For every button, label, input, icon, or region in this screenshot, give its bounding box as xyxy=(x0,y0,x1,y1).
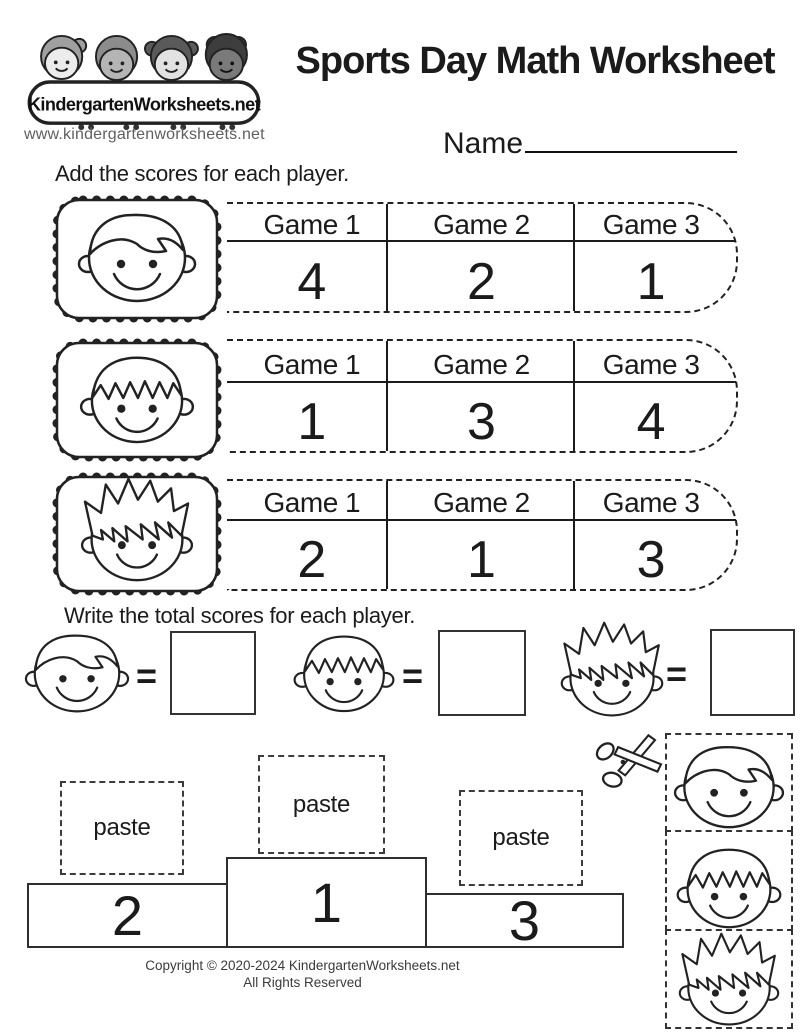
column-header: Game 2 xyxy=(433,209,530,240)
cutout-player-2-face[interactable] xyxy=(665,830,793,931)
column-header: Game 2 xyxy=(433,349,530,380)
score-value: 2 xyxy=(297,531,327,589)
score-value: 4 xyxy=(636,393,666,451)
player-3-photo-frame xyxy=(47,467,227,601)
boy-sideswept-hair-face-icon xyxy=(24,626,130,714)
paste-box-2nd-place[interactable] xyxy=(60,781,184,875)
score-value: 4 xyxy=(297,253,327,311)
scissors-icon xyxy=(591,726,672,793)
equals-sign: = xyxy=(136,655,158,696)
paste-label: paste xyxy=(93,814,151,841)
podium-3rd-place-block xyxy=(425,889,624,952)
column-header: Game 1 xyxy=(263,487,361,518)
column-header: Game 3 xyxy=(602,487,700,518)
player-2-total-answer-box[interactable] xyxy=(438,630,526,716)
page-title: Sports Day Math Worksheet xyxy=(295,40,775,82)
rights-line: All Rights Reserved xyxy=(243,974,362,990)
paste-box-1st-place[interactable] xyxy=(258,755,385,854)
podium-1st-place-block xyxy=(226,857,427,948)
player-2-score-table xyxy=(227,339,738,453)
podium-place-number: 1 xyxy=(310,871,343,934)
podium-place-number: 3 xyxy=(508,889,541,952)
cutout-player-1-face[interactable] xyxy=(665,733,793,832)
logo-text: KindergartenWorksheets.net xyxy=(27,94,261,115)
column-header: Game 3 xyxy=(602,209,700,240)
boy-spiky-hair-face-icon xyxy=(678,932,780,1027)
score-value: 3 xyxy=(467,393,496,451)
player-1-total-answer-box[interactable] xyxy=(170,631,256,715)
player-1-score-table xyxy=(227,202,738,313)
instruction-total-scores: Write the total scores for each player. xyxy=(64,603,416,628)
score-value: 1 xyxy=(297,393,327,451)
boy-zigzag-bangs-face-icon xyxy=(292,626,396,713)
score-value: 1 xyxy=(467,531,496,589)
player-3-score-table xyxy=(227,479,738,591)
paste-label: paste xyxy=(292,790,351,818)
column-header: Game 1 xyxy=(263,209,361,240)
cutout-player-3-face[interactable] xyxy=(665,929,793,1029)
column-header: Game 1 xyxy=(263,349,361,380)
boy-spiky-hair-face-icon xyxy=(560,621,664,718)
column-header: Game 3 xyxy=(602,349,700,380)
podium-2nd-place-block xyxy=(27,883,228,948)
equals-sign: = xyxy=(402,655,424,696)
name-row xyxy=(443,123,737,161)
instruction-add-scores: Add the scores for each player. xyxy=(55,161,349,186)
column-header: Game 2 xyxy=(433,487,530,518)
podium-place-number: 2 xyxy=(111,884,144,947)
player-2-photo-frame xyxy=(47,333,227,467)
boy-sideswept-hair-face-icon xyxy=(673,737,785,830)
score-value: 1 xyxy=(636,253,666,311)
copyright-line: Copyright © 2020-2024 KindergartenWorksheets.net xyxy=(145,958,460,973)
score-value: 3 xyxy=(636,531,666,589)
name-input-line[interactable] xyxy=(525,123,737,153)
paste-label: paste xyxy=(492,824,550,851)
kindergartenworksheets-logo xyxy=(26,33,262,133)
player-1-photo-frame xyxy=(47,190,227,328)
player-3-total-answer-box[interactable] xyxy=(710,629,795,716)
copyright-footer xyxy=(30,958,575,991)
paste-box-3rd-place[interactable] xyxy=(459,790,583,886)
site-url: www.kindergartenworksheets.net xyxy=(24,126,265,143)
boy-zigzag-bangs-face-icon xyxy=(675,839,783,929)
name-label: Name xyxy=(443,127,524,160)
equals-sign: = xyxy=(666,653,688,694)
score-value: 2 xyxy=(467,253,496,311)
